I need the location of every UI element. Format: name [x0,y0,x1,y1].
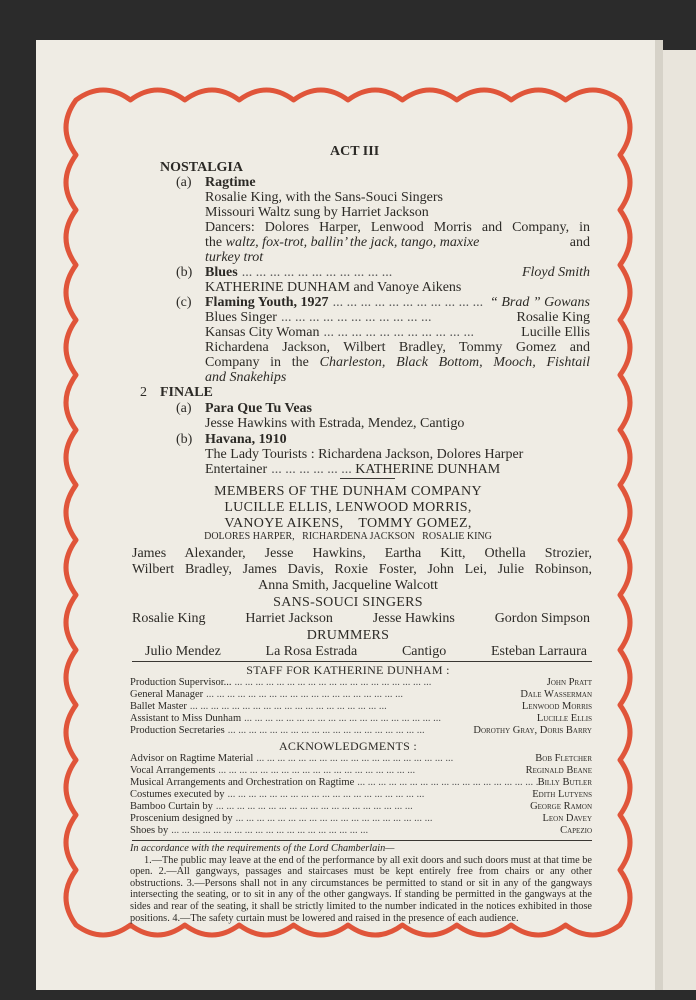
drummer-name: Cantigo [401,644,447,659]
flaming-youth-line: Flaming Youth, 1927 ... “ Brad ” Gowans [205,294,590,311]
acknowledgment-row: Proscenium designed by ... Leon Davey [130,813,592,825]
staff-row: General Manager ... Dale Wasserman [130,689,592,701]
singers-heading: SANS-SOUCI SINGERS [273,595,423,610]
flaming-youth-dances: Company in the Charleston, Black Bottom, Mooch, Fishtail [205,355,590,370]
havana-tourists: The Lady Tourists : Richardena Jackson, Dolores Harper [205,447,524,462]
finale-number: 2 [140,385,147,400]
blues-performers: KATHERINE DUNHAM and Vanoye Aikens [205,280,462,295]
staff-row: Production Supervisor... ... John Pratt [130,677,592,689]
company-heading: MEMBERS OF THE DUNHAM COMPANY [214,484,482,499]
nostalgia-a-marker: (a) [176,175,192,190]
singer-name: Harriet Jackson [245,611,333,626]
company-principals-1: LUCILLE ELLIS, LENWOOD MORRIS, [224,500,472,515]
act-title: ACT III [330,144,380,159]
singer-name: Rosalie King [132,611,206,626]
drummer-name: Julio Mendez [145,644,221,659]
drummer-name: Esteban Larraura [490,644,587,659]
flaming-youth-dances-end: and Snakehips [205,370,287,385]
company-members-2: Wilbert Bradley, James Davis, Roxie Foster, John Lei, Julie Robinson, [132,562,592,577]
havana-title: Havana, 1910 [205,432,287,447]
company-members-1: James Alexander, Jesse Hawkins, Eartha Kitt, Othella Strozier, [132,546,592,561]
ragtime-line2: Missouri Waltz sung by Harriet Jackson [205,205,429,220]
drummers-heading: DRUMMERS [306,628,390,643]
notice-body: 1.—The public may leave at the end of the performance by all exit doors and such doors must at that time be open. 2.—All gangways, passages and staircases must be kept entirely free from chairs or any other obstructions. 3.—Persons shall not in any circumstances be permitted to stand or sit in any of the gangways intersecting the seating, or to sit in any of the other gangways. If standing be permitted in the gangways at the sides and rear of the seating, it shall be strictly limited to the number indicated in the notices exhibited in those positions. 4.—The safety curtain must be lowered and raised in the presence of each audience. [130,854,592,924]
ragtime-line3: Dancers: Dolores Harper, Lenwood Morris and Company, in [205,220,590,235]
staff-row: Ballet Master ... Lenwood Morris [130,701,592,713]
acknowledgment-row: Musical Arrangements and Orchestration on Ragtime ... Billy Butler [130,777,592,789]
finale-a-marker: (a) [176,401,192,416]
lord-chamberlain-notice [130,843,592,924]
singer-name: Gordon Simpson [494,611,590,626]
company-principals-3: DOLORES HARPER, RICHARDENA JACKSON ROSALIE KING [204,531,492,542]
acknowledgments-heading: ACKNOWLEDGMENTS : [278,739,418,753]
ragtime-line5: turkey trot [205,250,264,265]
havana-entertainer: Entertainer ... KATHERINE DUNHAM [205,461,590,478]
nostalgia-title: NOSTALGIA [160,160,243,175]
company-members-3: Anna Smith, Jacqueline Walcott [258,578,438,593]
staff-row: Production Secretaries ... Dorothy Gray, Doris Barry [130,725,592,737]
para-que-tu-veas-cast: Jesse Hawkins with Estrada, Mendez, Cantigo [205,416,465,431]
kansas-city-line: Kansas City Woman ... Lucille Ellis [205,324,590,341]
blues-line: Blues ... Floyd Smith [205,264,590,281]
ragtime-line4: the waltz, fox-trot, ballin’ the jack, tango, maxixe and [205,235,590,250]
blues-singer-line: Blues Singer ... Rosalie King [205,309,590,326]
staff-rule [132,661,592,662]
acknowledgment-row: Shoes by ... Capezio [130,825,592,837]
singer-name: Jesse Hawkins [372,611,455,626]
notice-heading: In accordance with the requirements of the Lord Chamberlain— [130,843,395,854]
acknowledgment-row: Advisor on Ragtime Material ... Bob Fletcher [130,753,592,765]
ragtime-line1: Rosalie King, with the Sans-Souci Singers [205,190,443,205]
nostalgia-b-marker: (b) [176,265,193,280]
staff-heading: STAFF FOR KATHERINE DUNHAM : [246,663,450,677]
para-que-tu-veas-title: Para Que Tu Veas [205,401,312,416]
flaming-youth-cast: Richardena Jackson, Wilbert Bradley, Tommy Gomez and [205,340,590,355]
drummers-list [145,643,587,660]
notice-rule [132,840,592,841]
acknowledgment-row: Bamboo Curtain by ... George Ramon [130,801,592,813]
ragtime-title: Ragtime [205,175,256,190]
finale-title: FINALE [160,385,213,400]
finale-b-marker: (b) [176,432,193,447]
singers-list [132,610,590,627]
staff-row: Assistant to Miss Dunham ... Lucille Ellis [130,713,592,725]
section-divider [340,478,395,479]
acknowledgment-row: Vocal Arrangements ... Reginald Beane [130,765,592,777]
nostalgia-c-marker: (c) [176,295,192,310]
drummer-name: La Rosa Estrada [265,644,358,659]
acknowledgment-row: Costumes executed by ... Edith Lutyens [130,789,592,801]
company-principals-2: VANOYE AIKENS, TOMMY GOMEZ, [224,516,472,531]
